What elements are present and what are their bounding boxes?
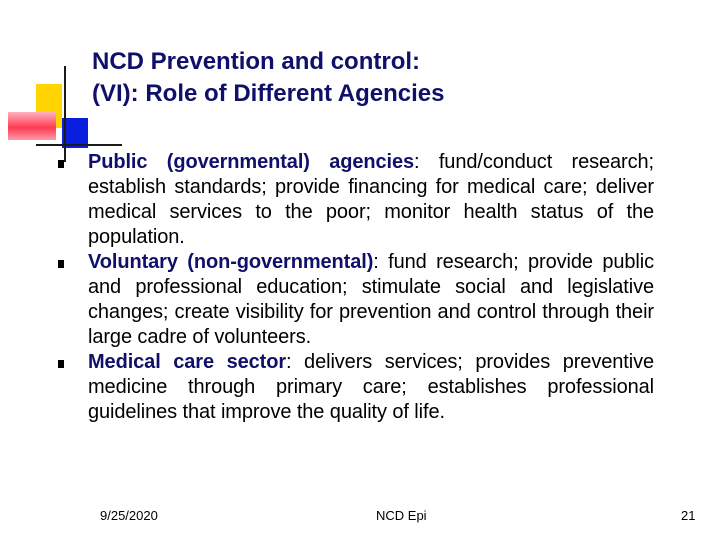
slide-title-line-1: NCD Prevention and control: (92, 48, 421, 75)
decor-horizontal-line (36, 144, 122, 146)
bullet-term: Public (governmental) agencies (88, 151, 415, 173)
slide-title-line-2: (VI): Role of Different Agencies (92, 80, 445, 107)
decor-vertical-line (64, 66, 66, 162)
bullet-text: : fund/conduct research; establish standards; provide financing for medical care; deliver medical services to the poor; monitor health status of the population. (88, 151, 654, 248)
bullet-square-icon (58, 360, 64, 368)
footer-center-text: NCD Epi (376, 508, 427, 523)
bullet-term: Medical care sector (88, 351, 287, 373)
footer-page-number: 21 (681, 508, 696, 523)
bullet-item-public (58, 150, 654, 250)
decor-red-square (8, 112, 56, 140)
bullet-item-medical (58, 350, 654, 425)
bullet-square-icon (58, 260, 64, 268)
bullet-term: Voluntary (non-governmental) (88, 251, 374, 273)
bullet-square-icon (58, 160, 64, 168)
bullet-text: : fund research; provide public and professional education; stimulate social and legislative changes; create visibility for prevention and control through their large cadre of volunteers. (88, 251, 654, 348)
bullet-item-voluntary (58, 250, 654, 350)
bullet-list (58, 150, 654, 425)
bullet-text: : delivers services; provides preventive medicine through primary care; establishes professional guidelines that improve the quality of life. (88, 351, 654, 423)
footer-date: 9/25/2020 (100, 508, 158, 523)
slide-title (92, 46, 692, 110)
